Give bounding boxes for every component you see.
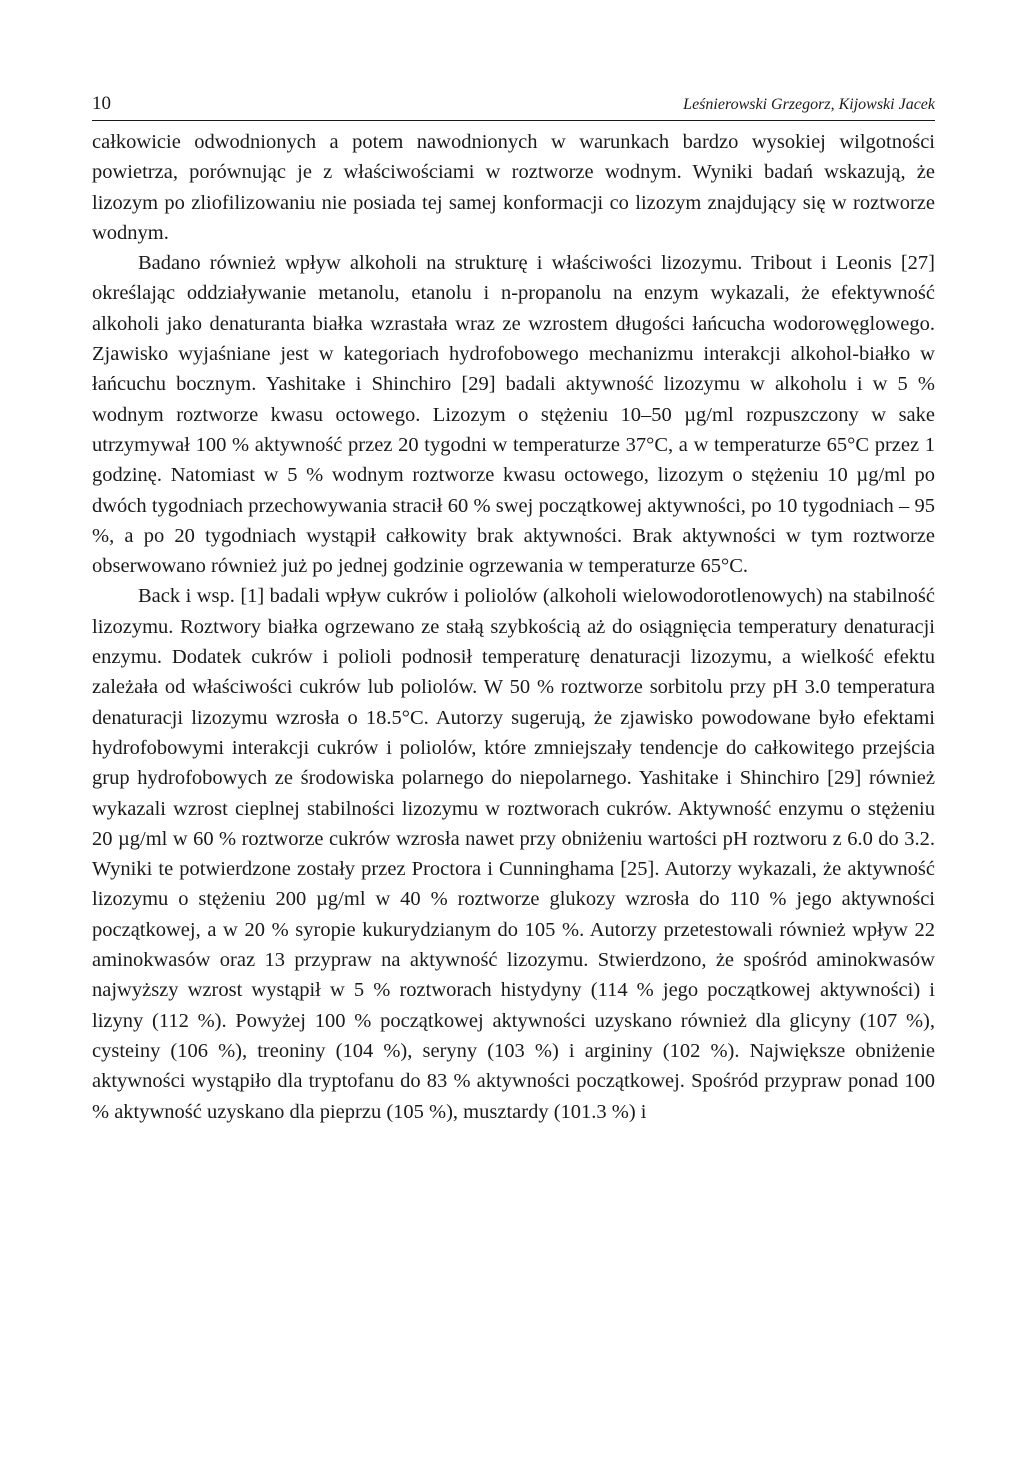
paragraph-alcohols: Badano również wpływ alkoholi na strukturę i właściwości lizozymu. Tribout i Leonis [27] określając oddziaływanie metanolu, etanolu i n-propanolu na enzym wykazali, że efektywność alkoholi jako denaturanta białka wzrastała wraz ze wzrostem długości łańcucha wodorowęglowego. Zjawisko wyjaśniane jest w kategoriach hydrofobowego mechanizmu interakcji alkohol-białko w łańcuchu bocznym. Yashitake i Shinchiro [29] badali aktywność lizozymu w alkoholu i w 5 % wodnym roztworze kwasu octowego. Lizozym o stężeniu 10–50 µg/ml rozpuszczony w sake utrzymywał 100 % aktywność przez 20 tygodni w temperaturze 37°C, a w temperaturze 65°C przez 1 godzinę. Natomiast w 5 % wodnym roztworze kwasu octowego, lizozym o stężeniu 10 µg/ml po dwóch tygodniach przechowywania stracił 60 % swej początkowej aktywności, po 10 tygodniach – 95 %, a po 20 tygodniach wystąpił całkowity brak aktywności. Brak aktywności w tym roztworze obserwowano również już po jednej godzinie ogrzewania w temperaturze 65°C. bbox=[92, 252, 935, 578]
header-authors: Leśnierowski Grzegorz, Kijowski Jacek bbox=[683, 96, 935, 113]
running-header bbox=[92, 90, 935, 121]
paragraph-sugars: Back i wsp. [1] badali wpływ cukrów i poliolów (alkoholi wielowodorotlenowych) na stabilność lizozymu. Roztwory białka ogrzewano ze stałą szybkością aż do osiągnięcia temperatury denaturacji enzymu. Dodatek cukrów i polioli podnosił temperaturę denaturacji lizozymu, a wielkość efektu zależała od właściwości cukrów lub poliolów. W 50 % roztworze sorbitolu przy pH 3.0 temperatura denaturacji lizozymu wzrosła o 18.5°C. Autorzy sugerują, że zjawisko powodowane było efektami hydrofobowymi interakcji cukrów i poliolów, które zmniejszały tendencje do całkowitego przejścia grup hydrofobowych ze środowiska polarnego do niepolarnego. Yashitake i Shinchiro [29] również wykazali wzrost cieplnej stabilności lizozymu w roztworach cukrów. Aktywność enzymu o stężeniu 20 µg/ml w 60 % roztworze cukrów wzrosła nawet przy obniżeniu wartości pH roztworu z 6.0 do 3.2. Wyniki te potwierdzone zostały przez Proctora i Cunninghama [25]. Autorzy wykazali, że aktywność lizozymu o stężeniu 200 µg/ml w 40 % roztworze glukozy wzrosła do 110 % jego aktywności początkowej, a w 20 % syropie kukurydzianym do 105 %. Autorzy przetestowali również wpływ 22 aminokwasów oraz 13 przypraw na aktywność lizozymu. Stwierdzono, że spośród aminokwasów najwyższy wzrost wystąpił w 5 % roztworach histydyny (114 % jego początkowej aktywności) i lizyny (112 %). Powyżej 100 % początkowej aktywności uzyskano również dla glicyny (107 %), cysteiny (106 %), treoniny (104 %), seryny (103 %) i argininy (102 %). Największe obniżenie aktywności wystąpiło dla tryptofanu do 83 % aktywności początkowej. Spośród przypraw ponad 100 % aktywność uzyskano dla pieprzu (105 %), musztardy (101.3 %) i bbox=[92, 585, 935, 1123]
paragraph-continuation: całkowicie odwodnionych a potem nawodnionych w warunkach bardzo wysokiej wilgotności powietrza, porównując je z właściwościami w roztworze wodnym. Wyniki badań wskazują, że lizozym po zliofilizowaniu nie posiada tej samej konformacji co lizozym znajdujący się w roztworze wodnym. bbox=[92, 131, 935, 244]
document-page bbox=[92, 90, 935, 1127]
page-number: 10 bbox=[92, 93, 111, 114]
body-text bbox=[92, 127, 935, 1127]
